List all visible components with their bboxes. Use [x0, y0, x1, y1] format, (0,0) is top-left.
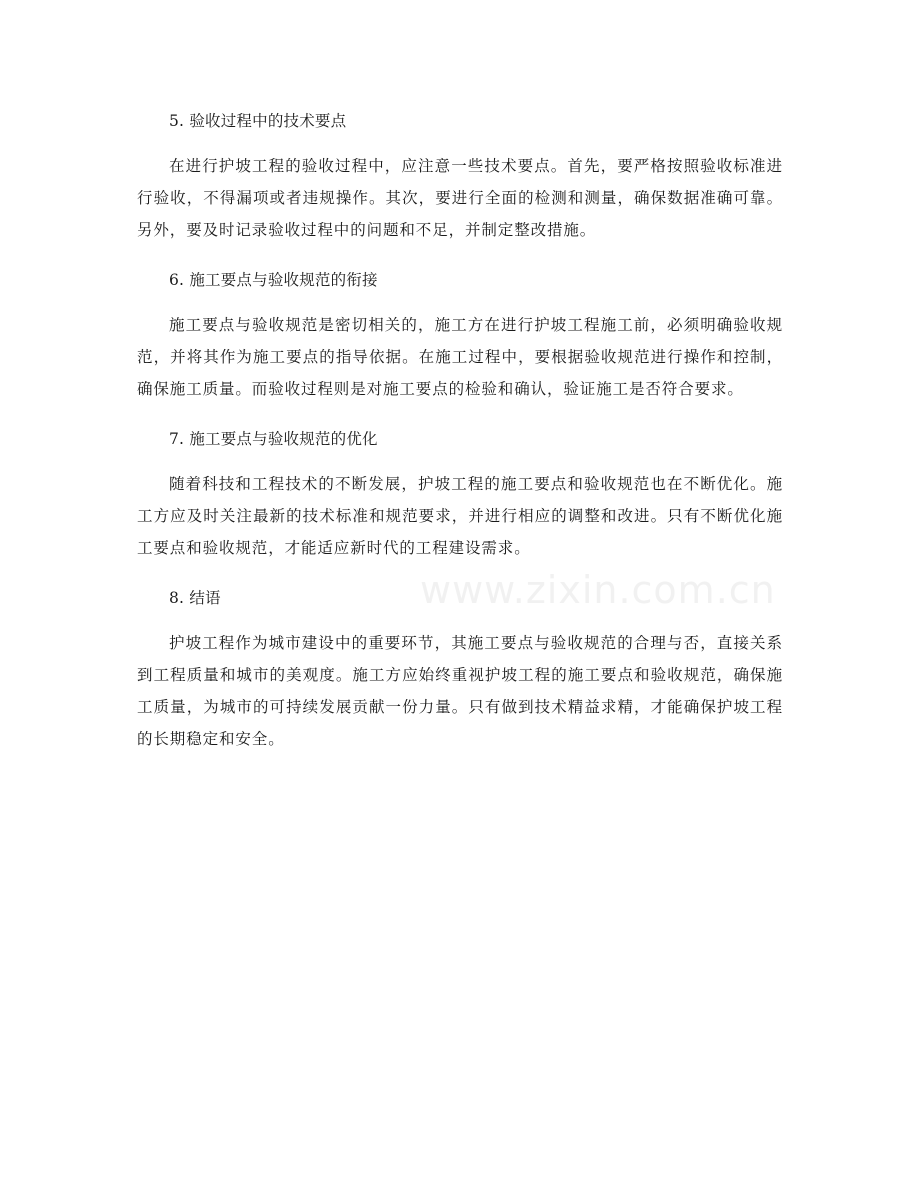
- section-7-heading: 7. 施工要点与验收规范的优化: [169, 430, 378, 448]
- section-8-paragraph: 护坡工程作为城市建设中的重要环节，其施工要点与验收规范的合理与否，直接关系到工程质量和城市的美观度。施工方应始终重视护坡工程的施工要点和验收规范，确保施工质量，为城市的可持续发展贡献一份力量。只有做到技术精益求精，才能确保护坡工程的长期稳定和安全。: [137, 634, 783, 748]
- watermark-text: www.zixin.com.cn: [420, 568, 776, 612]
- section-7-paragraph: 随着科技和工程技术的不断发展，护坡工程的施工要点和验收规范也在不断优化。施工方应及时关注最新的技术标准和规范要求，并进行相应的调整和改进。只有不断优化施工要点和验收规范，才能适应新时代的工程建设需求。: [137, 475, 783, 557]
- section-6-heading: 6. 施工要点与验收规范的衔接: [169, 271, 378, 289]
- section-5-paragraph: 在进行护坡工程的验收过程中，应注意一些技术要点。首先，要严格按照验收标准进行验收，不得漏项或者违规操作。其次，要进行全面的检测和测量，确保数据准确可靠。另外，要及时记录验收过程中的问题和不足，并制定整改措施。: [137, 157, 783, 239]
- section-5-heading: 5. 验收过程中的技术要点: [169, 112, 347, 130]
- section-8-heading: 8. 结语: [169, 589, 221, 607]
- section-6-paragraph: 施工要点与验收规范是密切相关的，施工方在进行护坡工程施工前，必须明确验收规范，并将其作为施工要点的指导依据。在施工过程中，要根据验收规范进行操作和控制，确保施工质量。而验收过程则是对施工要点的检验和确认，验证施工是否符合要求。: [137, 316, 783, 398]
- document-body: [137, 104, 783, 755]
